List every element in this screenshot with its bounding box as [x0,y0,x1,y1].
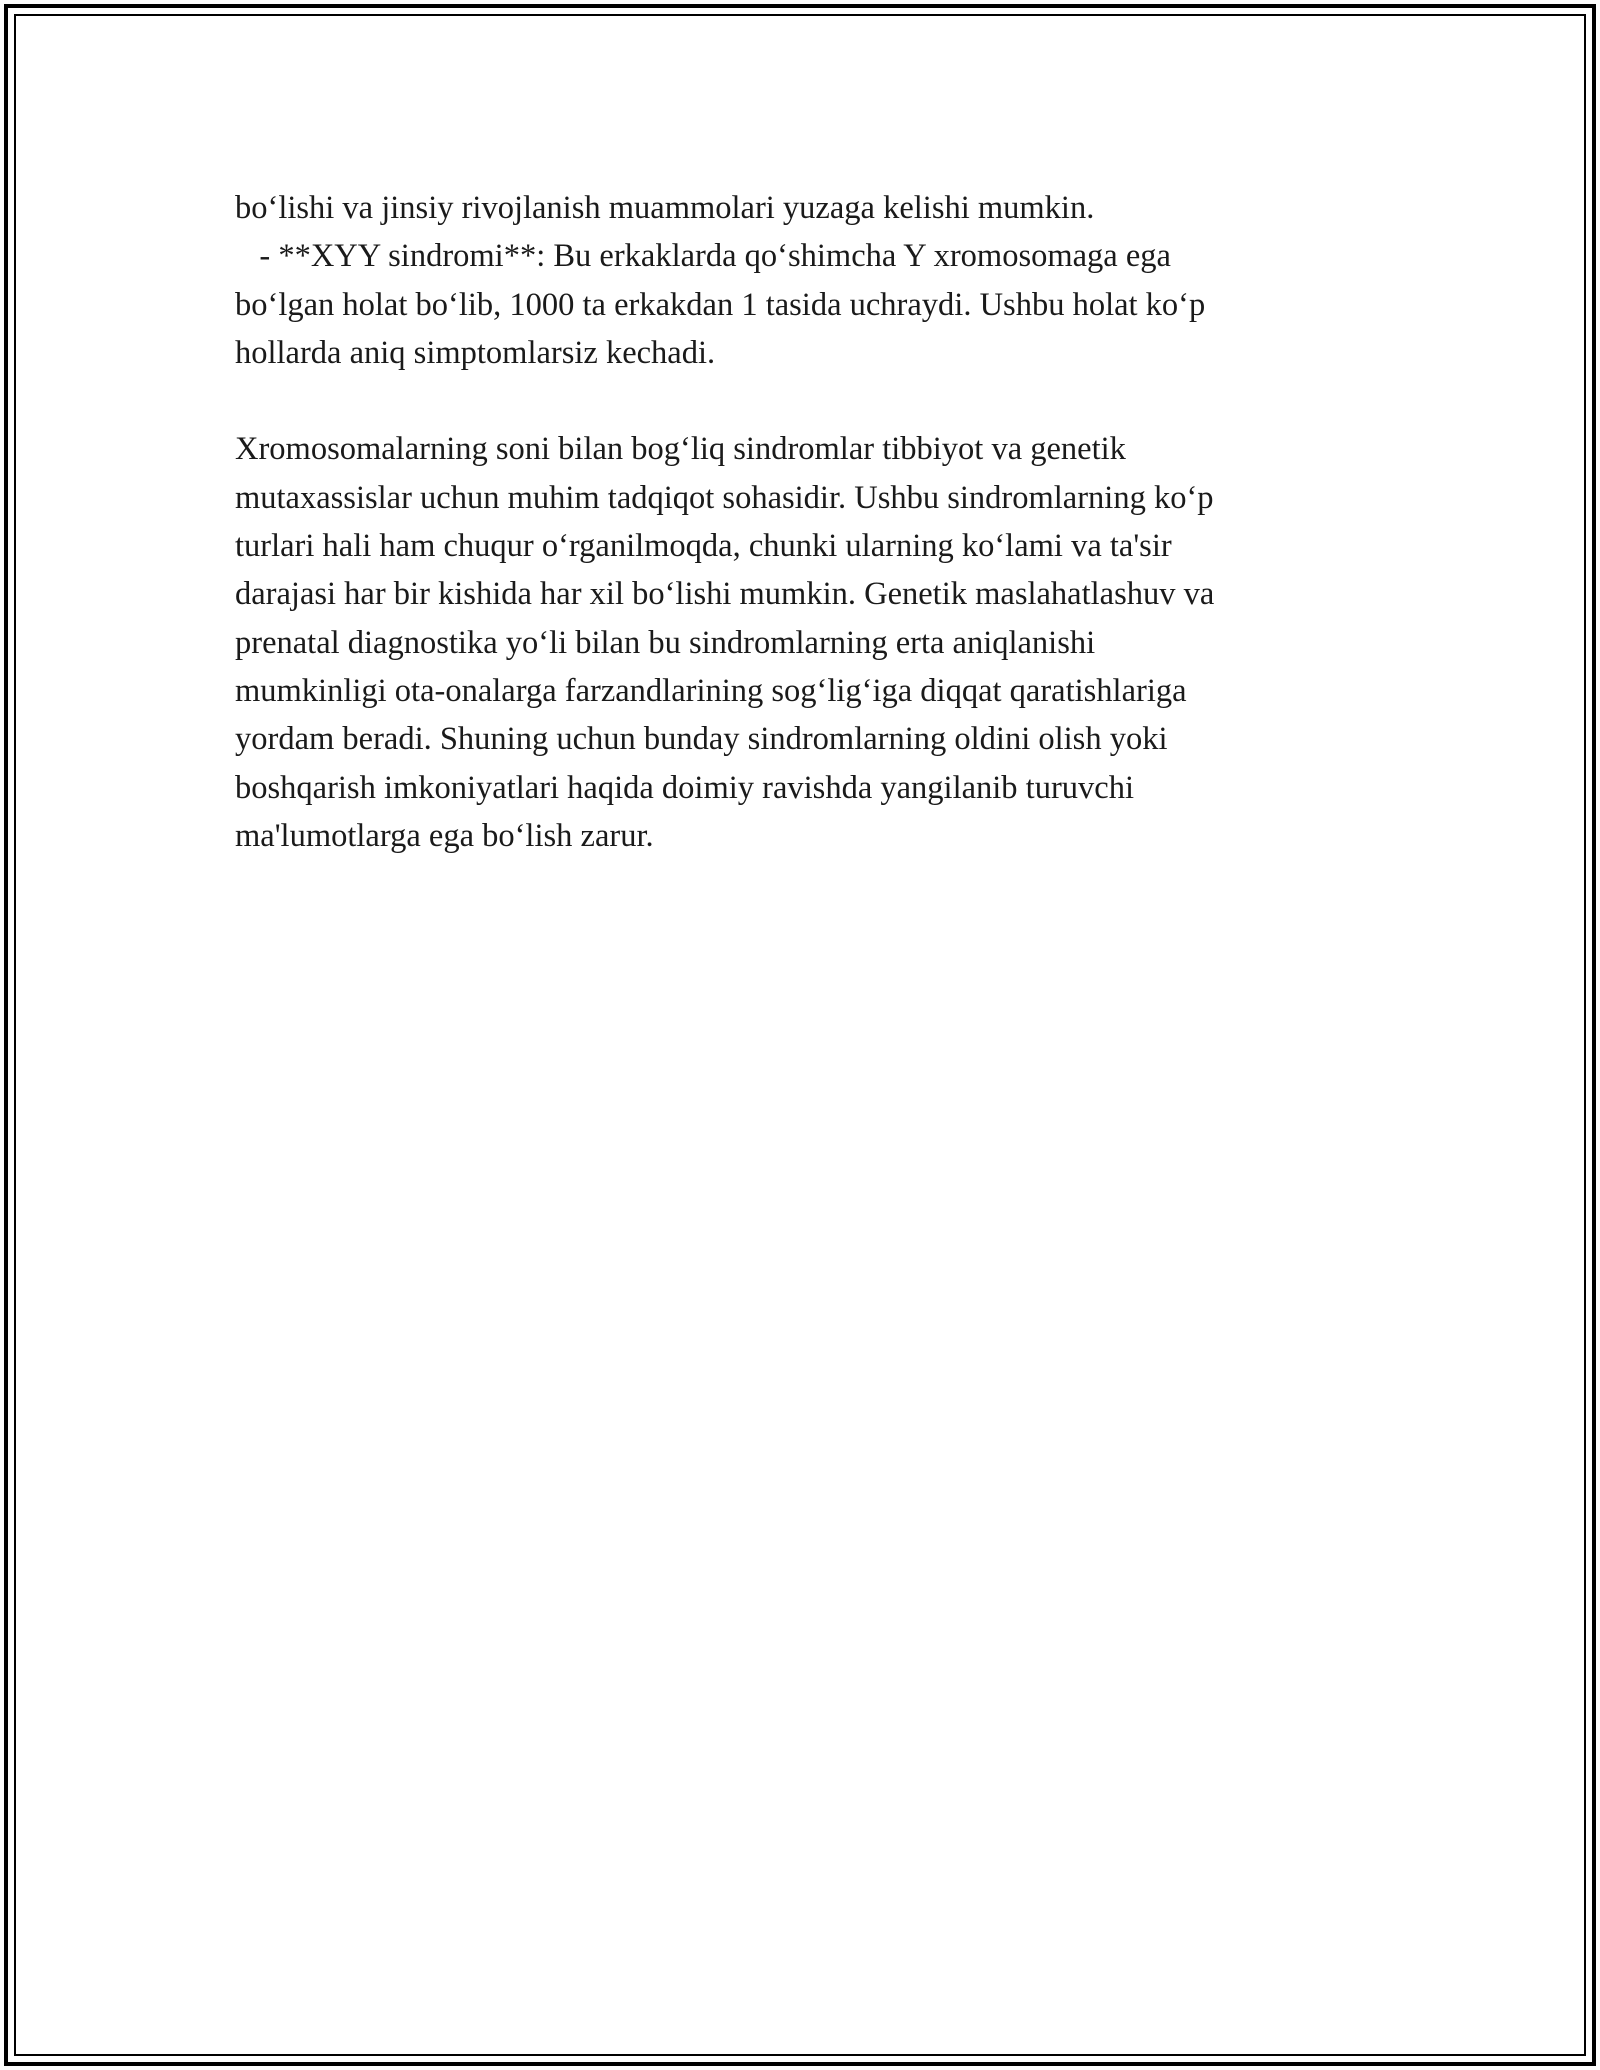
text-line: ma'lumotlarga ega bo‘lish zarur. [235,817,654,854]
paragraph-spacer [235,377,1365,425]
text-line: bo‘lishi va jinsiy rivojlanish muammolari yuzaga kelishi mumkin. [235,190,1095,226]
text-line: darajasi har bir kishida har xil bo‘lishi mumkin. Genetik maslahatlashuv va [235,576,1215,613]
text-line: hollarda aniq simptomlarsiz kechadi. [235,334,716,371]
paragraph-xyy-syndrome [235,184,1365,377]
text-line: turlari hali ham chuqur o‘rganilmoqda, chunki ularning ko‘lami va ta'sir [235,528,1172,565]
text-line: bo‘lgan holat bo‘lib, 1000 ta erkakdan 1 tasida uchraydi. Ushbu holat ko‘p [235,286,1206,323]
text-line: boshqarish imkoniyatlari haqida doimiy ravishda yangilanib turuvchi [235,769,1134,806]
text-line: Xromosomalarning soni bilan bog‘liq sindromlar tibbiyot va genetik [235,431,1126,468]
text-line: prenatal diagnostika yo‘li bilan bu sindromlarning erta aniqlanishi [235,624,1096,661]
paragraph-conclusion [235,425,1365,860]
text-line: mumkinligi ota-onalarga farzandlarining sog‘lig‘iga diqqat qaratishlariga [235,672,1187,709]
document-body [235,184,1365,860]
text-line: yordam beradi. Shuning uchun bunday sindromlarning oldini olish yoki [235,721,1168,758]
text-line: - **XYY sindromi**: Bu erkaklarda qo‘shimcha Y xromosomaga ega [235,238,1171,275]
text-line: mutaxassislar uchun muhim tadqiqot sohasidir. Ushbu sindromlarning ko‘p [235,479,1214,516]
